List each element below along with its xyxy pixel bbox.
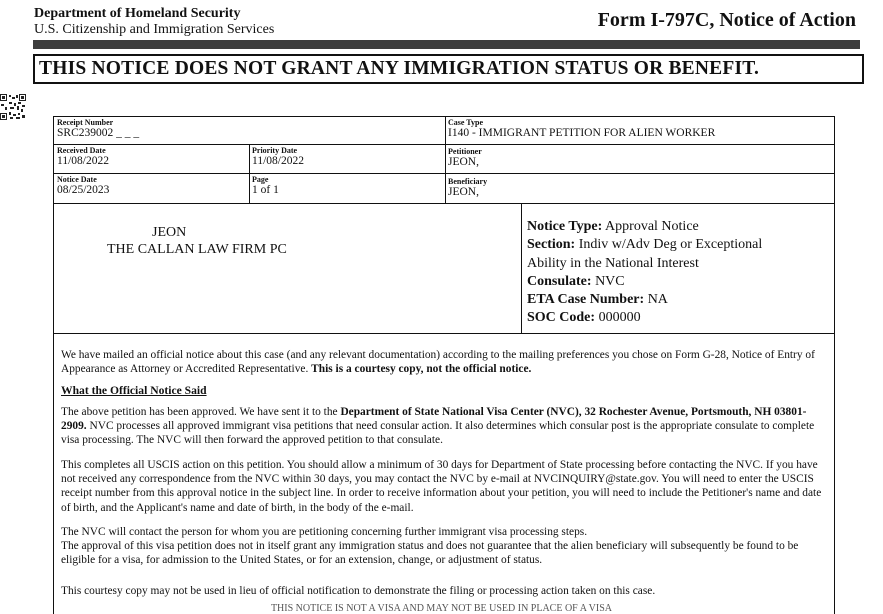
notice-details <box>527 218 762 328</box>
consulate-value: NVC <box>595 273 625 289</box>
agency-header <box>34 6 274 38</box>
page-value: 1 of 1 <box>252 184 279 196</box>
priority-date-value: 11/08/2022 <box>252 155 304 167</box>
page-label: Page <box>252 175 269 184</box>
nvc-contact-line: The NVC will contact the person for whom you are petitioning concerning further immigrant visa processing steps. <box>61 526 588 538</box>
petitioner-value: JEON, <box>448 156 479 168</box>
address-name: JEON <box>152 225 187 240</box>
status-banner: THIS NOTICE DOES NOT GRANT ANY IMMIGRATION STATUS OR BENEFIT. <box>33 54 864 84</box>
approval-disclaimer: The approval of this visa petition does not in itself grant any immigration status and does not guarantee that the alien beneficiary will subsequently be found to be eligible for a visa, for admission to the United States, or for an extension, change, or adjustment of status. <box>61 540 799 567</box>
intro-text: We have mailed an official notice about this case (and any relevant documentation) according to the mailing preferences you chose on Form G-28, Notice of Entry of Appearance as Attorney or Accredited Representative. <box>61 349 815 376</box>
form-title: Form I-797C, Notice of Action <box>597 9 856 31</box>
soc-label: SOC Code: <box>527 310 596 326</box>
courtesy-copy-note: This is a courtesy copy, not the official notice. <box>311 363 532 376</box>
department-name: Department of Homeland Security <box>34 6 241 21</box>
notice-type-label: Notice Type: <box>527 219 603 234</box>
notice-date-value: 08/25/2023 <box>57 184 110 196</box>
case-type-cell <box>448 118 715 139</box>
approval-paragraph <box>61 405 829 448</box>
case-type-value: I140 - IMMIGRANT PETITION FOR ALIEN WORKER <box>448 127 716 139</box>
approval-text-b: NVC processes all approved immigrant visa petitions that need consular action. It also determines which consular post is the appropriate consulate to complete visa processing. The NVC will then forward the approved petition to that consulate. <box>61 420 815 447</box>
petitioner-label: Petitioner <box>448 147 482 156</box>
section-title: What the Official Notice Said <box>61 384 207 397</box>
section-value-2: Ability in the National Interest <box>527 255 699 271</box>
receipt-number-value: SRC239002 _ _ _ <box>57 127 140 139</box>
section-row <box>527 236 762 254</box>
receipt-number-cell <box>57 118 139 139</box>
soc-value: 000000 <box>598 310 641 326</box>
courtesy-copy-paragraph: This courtesy copy may not be used in lieu of official notification to demonstrate the filing or processing action taken on this case. <box>61 585 656 597</box>
notice-date-cell <box>57 175 109 196</box>
beneficiary-value: JEON, <box>448 186 479 198</box>
received-date-value: 11/08/2022 <box>57 155 109 167</box>
service-name: U.S. Citizenship and Immigration Services <box>34 22 275 37</box>
eta-row <box>527 291 762 309</box>
priority-date-cell <box>252 146 304 167</box>
received-date-cell <box>57 146 109 167</box>
received-date-label: Received Date <box>57 146 106 155</box>
priority-date-label: Priority Date <box>252 146 298 155</box>
beneficiary-cell <box>448 177 487 198</box>
eta-value: NA <box>647 292 668 308</box>
consulate-label: Consulate: <box>527 273 592 289</box>
header-rule <box>33 40 860 49</box>
cutoff-footer-text: THIS NOTICE IS NOT A VISA AND MAY NOT BE USED IN PLACE OF A VISA <box>270 603 613 614</box>
notice-date-label: Notice Date <box>57 175 97 184</box>
completion-paragraph: This completes all USCIS action on this petition. You should allow a minimum of 30 days for Department of State processing before contacting the NVC. If you have not received any correspondence from the NVC within 30 days, you may contact the NVC by e-mail at NVCINQUIRY@state.gov. You will need to enter the USCIS receipt number from this approval notice in the subject line. In order to receive information about your petition, you will need to include the Petitioner's name and date of birth, and the Applicant's name and date of birth, in the body of the e-mail. <box>61 459 822 514</box>
intro-paragraph <box>61 348 829 376</box>
petitioner-cell <box>448 147 482 168</box>
nvc-address: Department of State National Visa Center (NVC), 32 Rochester Avenue, Portsmouth, NH 03801-2909. <box>61 406 807 433</box>
notice-type-row <box>527 218 762 236</box>
soc-row <box>527 309 762 327</box>
approval-text-a: The above petition has been approved. We have sent it to the <box>61 406 341 418</box>
section-label: Section: <box>527 237 576 253</box>
notice-type-value: Approval Notice <box>605 219 699 234</box>
page-cell <box>252 175 279 196</box>
barcode-icon <box>0 94 26 120</box>
address-firm: THE CALLAN LAW FIRM PC <box>107 242 287 257</box>
consulate-row <box>527 273 762 291</box>
section-value-1: Indiv w/Adv Deg or Exceptional <box>578 237 763 253</box>
case-info-table <box>53 116 835 204</box>
receipt-number-label: Receipt Number <box>57 118 114 127</box>
eta-label: ETA Case Number: <box>527 292 645 308</box>
case-type-label: Case Type <box>448 118 484 127</box>
beneficiary-label: Beneficiary <box>448 177 488 186</box>
